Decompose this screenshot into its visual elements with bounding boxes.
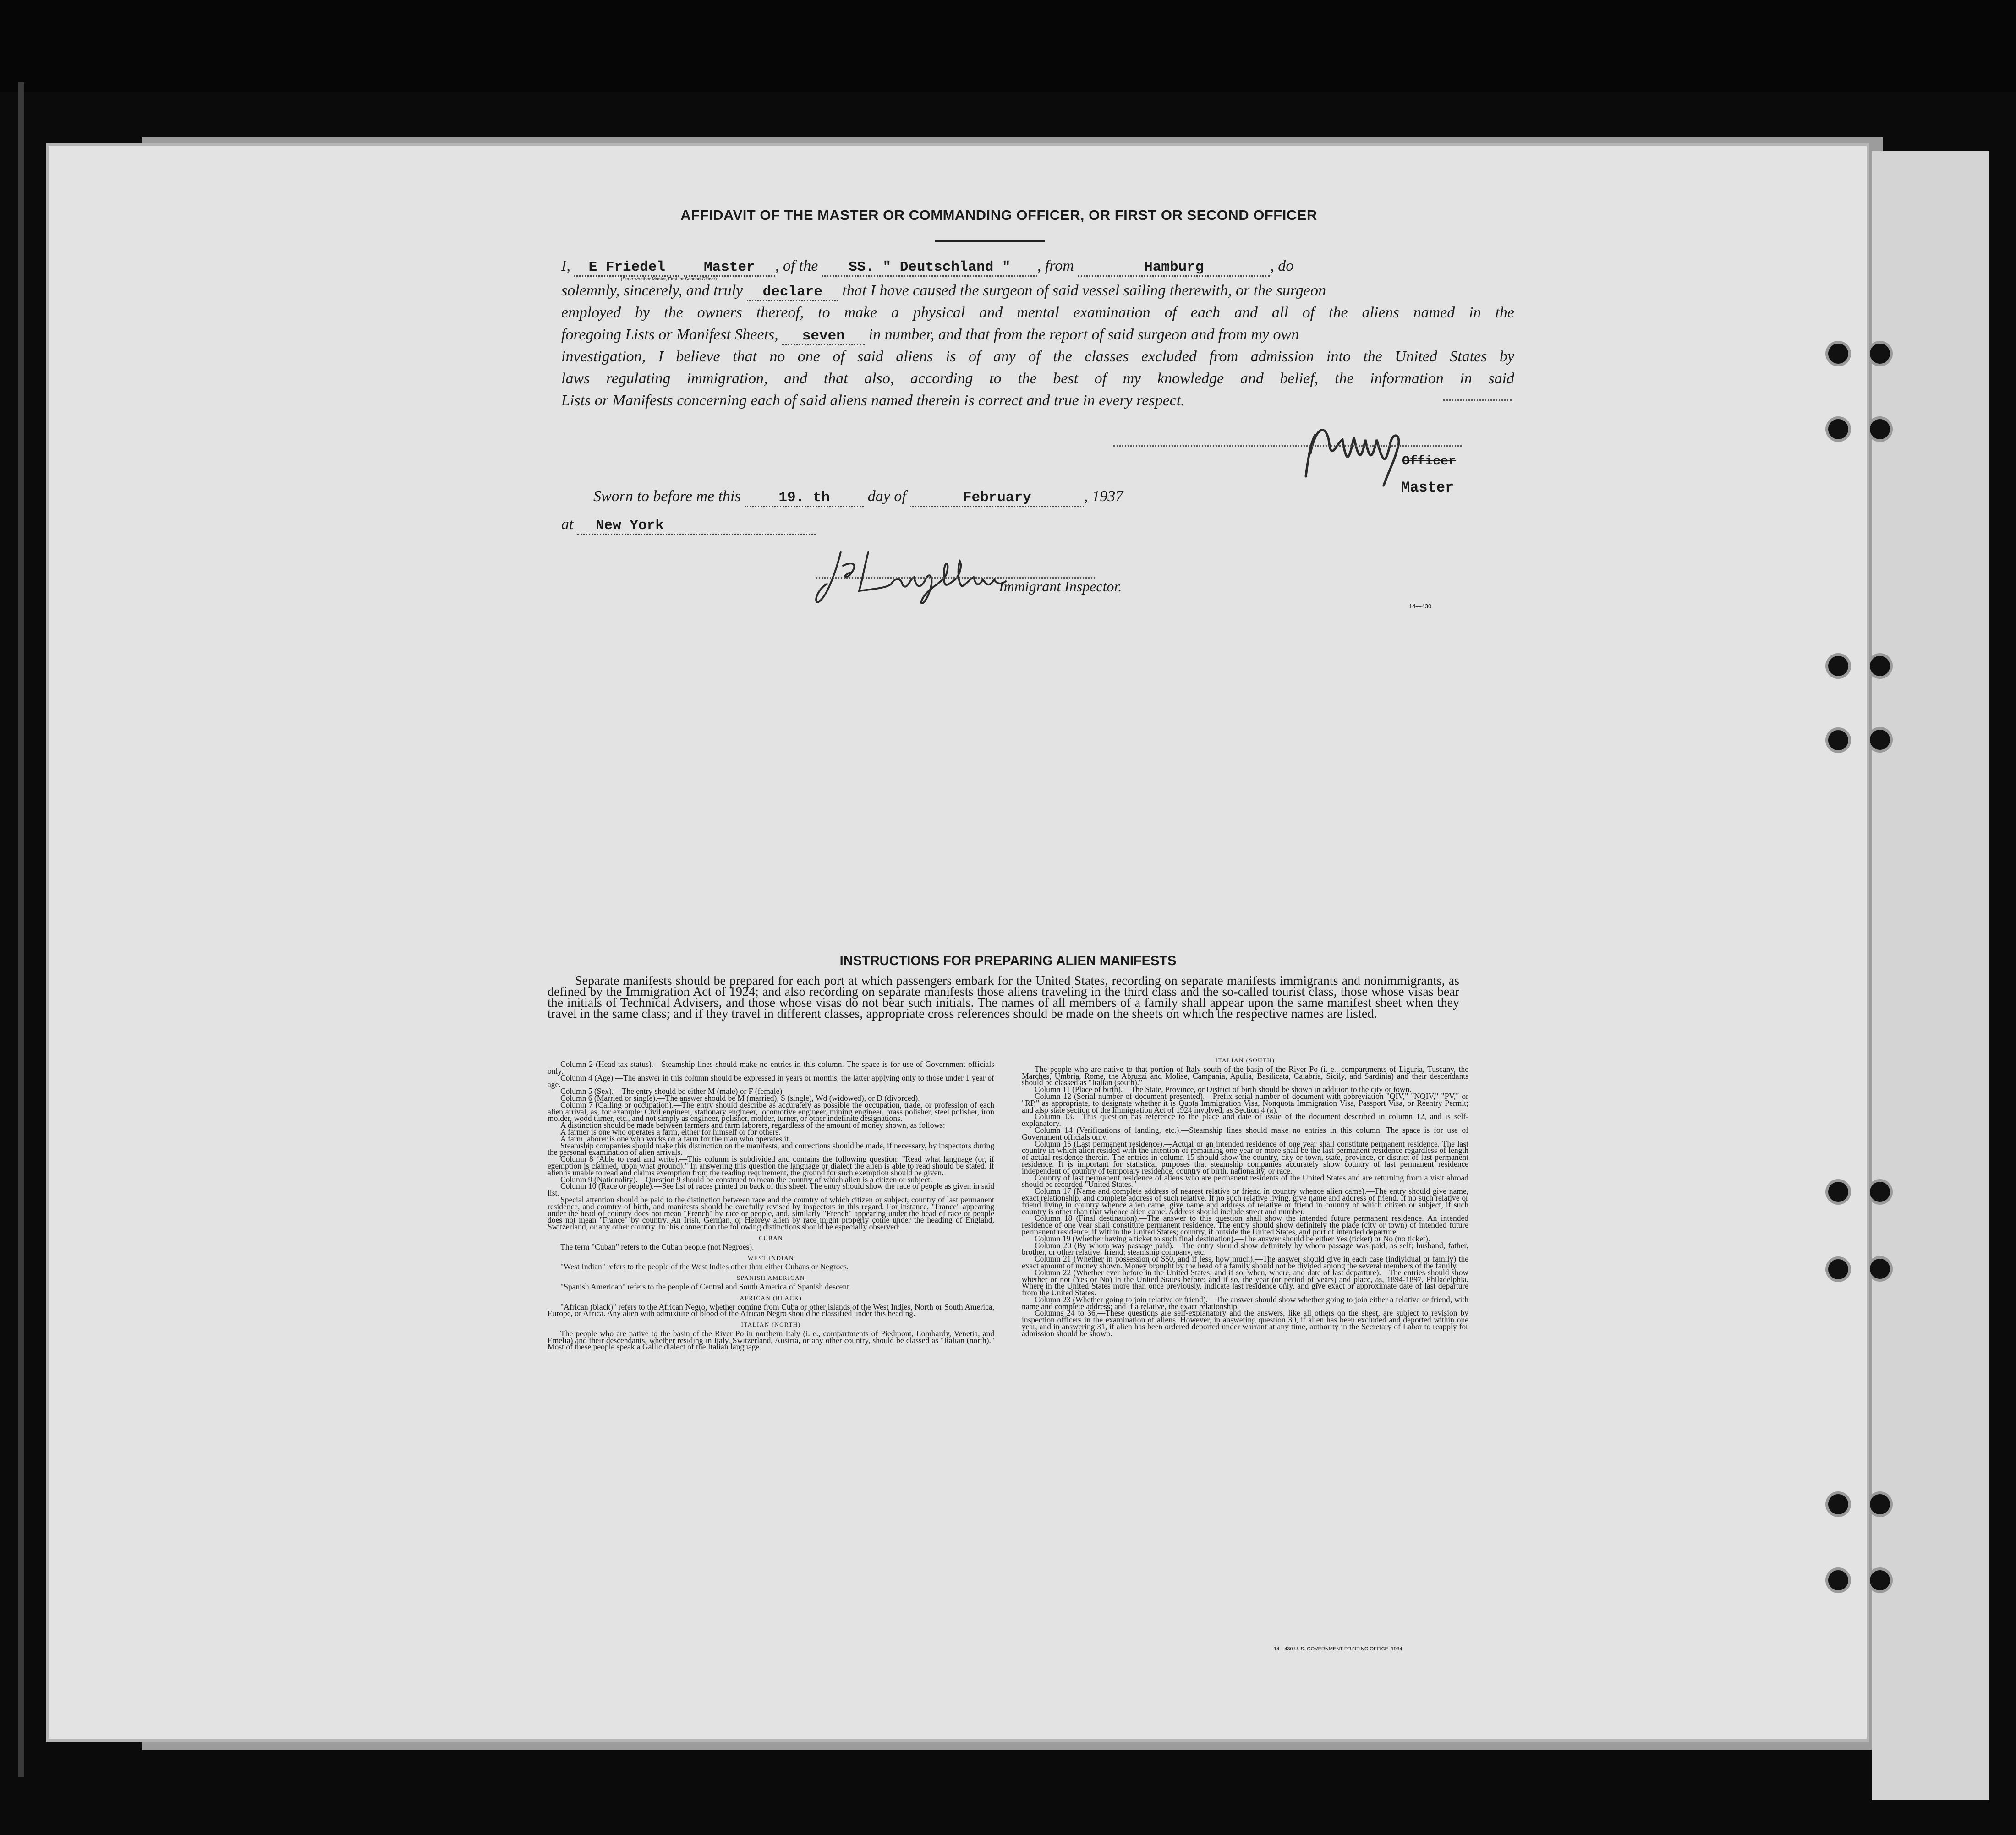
form-number: 14—430 (1409, 603, 1432, 610)
punch-hole-icon (1870, 344, 1890, 364)
punch-hole-icon (1828, 344, 1848, 364)
adjacent-page-edge (1872, 151, 1989, 1800)
instruction-paragraph: Column 11 (Place of birth).—The State, Province, or District of birth should be shown in addition to the city or town. (1035, 1085, 1412, 1094)
instruction-paragraph: Column 8 (Able to read and write).—This column is subdivided and contains the following question: "Read what language (or, if exemption is claimed, upon what ground)." In answering this question the language or dialect the alien is able to read should be stated. If alien is unable to read and claims exemption from the reading requirement, the ground for such exemption should be given. (548, 1154, 994, 1177)
punch-hole-icon (1828, 1259, 1848, 1279)
at-text: at (561, 516, 574, 533)
affidavit-line-7: Lists or Manifests concerning each of said aliens named therein is correct and true in every respect. (561, 392, 1185, 409)
punch-hole-icon (1828, 730, 1848, 750)
section-heading: ITALIAN (NORTH) (741, 1321, 801, 1328)
instruction-paragraph: Column 5 (Sex).—The entry should be either M (male) or F (female). (560, 1087, 784, 1096)
affidavit-line-1 (561, 257, 1514, 277)
line2-post: that I have caused the surgeon of said vessel sailing therewith, or the surgeon (842, 282, 1326, 299)
sworn-pre: Sworn to before me this (593, 488, 741, 505)
section-text: "African (black)" refers to the African Negro, whether coming from Cuba or other islands of the West Indies, North or South America, Europe, or Africa. Any alien with admixture of blood of the African Negro should be classified under this heading. (548, 1302, 994, 1318)
section-heading: WEST INDIAN (747, 1254, 794, 1262)
of-the-text: , of the (775, 257, 818, 274)
officer-name-field: E Friedel (574, 259, 679, 277)
instruction-paragraph: Column 15 (Last permanent residence).—Actual or an intended residence of one year shall constitute permanent residence. The last country in which alien resided with the intention of remaining one year or more shall be the last permanent residence regardless of length of actual residence therein. The entries in column 15 should show the country, city or town, state, province, or district of last permanent residence. It is important for statistical purposes that steamship companies accurately show country of last permanent residence independent of country of temporary residence, country of birth, nationality, or race. (1022, 1139, 1468, 1175)
line4-post: in number, and that from the report of said surgeon and from my own (868, 326, 1299, 343)
title-divider (935, 240, 1045, 242)
instructions-intro: Separate manifests should be prepared for each port at which passengers embark for the United States, recording on separate manifests immigrants and nonimmigrants, as defined by the Immigration Act of 1924; and also recording on separate manifests those aliens traveling in the third class and the so-called tourist class, those whose visas bear the initials of Technical Advisers, and those whose visas do not bear such initials. The names of all members of a family shall appear upon the same manifest sheet when they travel in the same class; and if they travel in different classes, appropriate cross references should be made on the sheets on which the respective names are listed. (548, 974, 1459, 1021)
section-heading: AFRICAN (BLACK) (740, 1294, 802, 1301)
section-text: The term "Cuban" refers to the Cuban people (not Negroes). (560, 1242, 754, 1251)
affidavit-title: AFFIDAVIT OF THE MASTER OR COMMANDING OFFICER, OR FIRST OR SECOND OFFICER (680, 207, 1317, 223)
sworn-line: Sworn to before me this 19. th day of February , 1937 (593, 488, 1235, 507)
line4-pre: foregoing Lists or Manifest Sheets, (561, 326, 778, 343)
punch-hole-icon (1870, 1570, 1890, 1590)
rank-note: (State whether Master, First, or Second Officer) (621, 277, 717, 282)
instruction-paragraph: Column 4 (Age).—The answer in this column should be expressed in years or months, the latter applying only to those under 1 year of age. (548, 1073, 994, 1089)
section-heading: ITALIAN (SOUTH) (1215, 1057, 1275, 1064)
instructions-right-column (1022, 1057, 1468, 1337)
sworn-day-field: 19. th (745, 490, 864, 507)
section-heading: CUBAN (758, 1234, 783, 1241)
instruction-paragraph: Column 21 (Whether in possession of $50, and if less, how much).—The answer should give in each case (individual or family) the exact amount of money shown. Money brought by the head of a family should not be divided among the several members of the family. (1022, 1254, 1468, 1270)
do-text: , do (1270, 257, 1294, 274)
film-border-top (0, 0, 2016, 92)
instruction-paragraph: Column 6 (Married or single).—The answer should be M (married), S (single), Wd (widowed), or D (divorced). (560, 1093, 920, 1103)
section-text: The people who are native to the basin of the River Po in northern Italy (i. e., compartments of Piedmont, Lombardy, Venetia, and Emelia) and their descendants, whether residing in Italy, Switzerland, Austria, or any other country, should be classed as "Italian (north)." Most of these people speak a Gallic dialect of the Italian language. (548, 1328, 994, 1352)
affidavit-line-3: employed by the owners thereof, to make a physical and mental examination of each and all of the aliens named in the (561, 304, 1514, 321)
declare-field: declare (747, 284, 838, 301)
printing-office-footer: 14—430 U. S. GOVERNMENT PRINTING OFFICE: 1934 (1274, 1646, 1402, 1652)
instruction-paragraph: Columns 24 to 36.—These questions are self-explanatory and the answers, like all others on the sheet, are subject to revision by inspection officers in the examination of aliens. However, in answering question 30, if alien has been excluded and deported within one year, and in answering 31, if alien has been ordered deported under warrant at any time, authority in the Secretary of Labor to reapply for admission should be shown. (1022, 1308, 1468, 1338)
affidavit-line-5: investigation, I believe that no one of said aliens is of any of the classes excluded from admission into the United States by (561, 348, 1514, 365)
instruction-paragraph: Column 18 (Final destination).—The answer to this question shall show the intended future permanent residence. An intended residence of one year shall constitute permanent residence. The entry should show definitely the place (city or town) of intended future permanent residence, if within the United States; country, if outside the United States, and port of intended departure. (1022, 1213, 1468, 1236)
line-7-dots (1443, 399, 1512, 401)
affidavit-i: I, (561, 257, 570, 274)
instructions-title: INSTRUCTIONS FOR PREPARING ALIEN MANIFESTS (839, 954, 1177, 968)
affidavit-line-4 (561, 326, 1514, 345)
vessel-name-field: SS. " Deutschland " (822, 259, 1037, 277)
from-text: , from (1037, 257, 1074, 274)
signer-title: Master (1401, 479, 1454, 496)
instruction-paragraph: Column 13.—This question has reference to the place and date of issue of the document described in column 12, and is self-explanatory. (1022, 1112, 1468, 1128)
instruction-paragraph: Column 12 (Serial number of document presented).—Prefix serial number of document with abbreviation "QIV," "NQIV," "PV," or "RP," as appropriate, to designate whether it is Quota Immigration Visa, Nonquota Immigration Visa, Passport Visa, or Reentry Permit; and also state section of the Immigration Act of 1924 involved, as Section 4 (a). (1022, 1091, 1468, 1114)
instructions-left-column (548, 1061, 994, 1350)
sworn-month-field: February (910, 490, 1084, 507)
instruction-paragraph: Column 19 (Whether having a ticket to such final destination).—The answer should be either Yes (ticket) or No (no ticket). (1035, 1234, 1430, 1243)
punch-hole-icon (1828, 1570, 1848, 1590)
inspector-label: Immigrant Inspector. (999, 578, 1122, 595)
line2-pre: solemnly, sincerely, and truly (561, 282, 743, 299)
instruction-paragraph: Special attention should be paid to the distinction between race and the country of which citizen or subject, country of last permanent residence, and country of birth, and manifests should be carefully revised by inspectors in this regard. For instance, "France" appearing under the head of country does not mean "French" by race or people, and, similarly "French" appearing under the head of race or people does not mean "France" by country. An Irish, German, or Hebrew alien by race might properly come under the heading of England, Switzerland, or any other country. In this connection the following distinctions should be especially observed: (548, 1195, 994, 1232)
sworn-place-line (561, 516, 974, 535)
sworn-place-field: New York (577, 518, 816, 535)
section-text: "Spanish American" refers to the people of Central and South America of Spanish descent. (560, 1282, 851, 1291)
section-heading: SPANISH AMERICAN (737, 1274, 805, 1282)
instruction-paragraph: Country of last permanent residence of aliens who are permanent residents of the United States and are returning from a visit abroad should be recorded "United States." (1022, 1173, 1468, 1189)
inspector-signature (809, 534, 1065, 612)
instruction-paragraph: Column 22 (Whether ever before in the United States; and if so, when, where, and date of last departure).—The entries should show whether or not (Yes or No) in the United States before; and if so, the year (or period of years) and place, as, 1894-1897, Philadelphia. Where in the United States more than once previously, indicate last residence only, and give exact or approximate date of last departure from the United States. (1022, 1267, 1468, 1298)
affidavit-line-6: laws regulating immigration, and that also, according to the best of my knowledge and belief, the information in said (561, 370, 1514, 387)
instruction-paragraph: Column 7 (Calling or occupation).—The entry should describe as accurately as possible the occupation, trade, or profession of each alien arrival, as, for example: Civil engineer, stationary engineer, locomotive engineer, mining engineer, brass polisher, steel polisher, iron molder, wood turner, etc., and not simply as engineer, polisher, molder, turner, or other indefinite designations. (548, 1100, 994, 1123)
instruction-paragraph: Column 2 (Head-tax status).—Steamship lines should make no entries in this column. The space is for use of Government officials only. (548, 1059, 994, 1076)
sworn-year: 1937 (1092, 488, 1123, 505)
affidavit-line-2 (561, 282, 1514, 301)
punch-hole-icon (1870, 656, 1890, 676)
punch-hole-icon (1870, 730, 1890, 750)
instruction-paragraph: Column 23 (Whether going to join relative or friend).—The answer should show whether going to join either a relative or friend, with name and complete address; and if a relative, the exact relationship. (1022, 1294, 1468, 1311)
punch-hole-icon (1870, 1494, 1890, 1514)
instruction-paragraph: Column 10 (Race or people).—See list of races printed on back of this sheet. The entry should show the race or people as given in said list. (548, 1181, 994, 1198)
departure-port-field: Hamburg (1078, 259, 1270, 277)
instruction-paragraph: The people who are native to that portion of Italy south of the basin of the River Po (i. e., compartments of Liguria, Tuscany, the Marches, Umbria, Rome, the Abruzzi and Molise, Campania, Apulia, Basilicata, Calabria, Sicily, and Sardinia) and their descendants should be classed as "Italian (south)." (1022, 1064, 1468, 1087)
struck-officer-title: Officer (1402, 454, 1456, 469)
punch-hole-icon (1828, 1182, 1848, 1202)
punch-hole-icon (1828, 419, 1848, 439)
punch-hole-icon (1870, 1182, 1890, 1202)
instruction-paragraph: A farm laborer is one who works on a farm for the man who operates it. (560, 1134, 791, 1143)
instruction-paragraph: Column 20 (By whom was passage paid).—The entry should show definitely by whom passage was paid, as self; husband, father, brother, or other relative; friend; steamship company, etc. (1022, 1240, 1468, 1257)
section-text: "West Indian" refers to the people of the West Indies other than either Cubans or Negroes. (560, 1262, 849, 1272)
punch-hole-icon (1870, 1259, 1890, 1279)
sworn-mid: day of (867, 488, 906, 505)
instruction-paragraph: A distinction should be made between farmers and farm laborers, regardless of the amount of money shown, as follows: (560, 1120, 945, 1130)
instruction-paragraph: Column 17 (Name and complete address of nearest relative or friend in country whence alien came).—The entry should give name, exact relationship, and complete address of such relative. If no such relative living, give name and address of friend. If no such relative or friend living in country whence alien came, give name and address of relative or friend in country of which citizen or subject, if such country is other than that whence alien came. Address should include street and number. (1022, 1186, 1468, 1216)
officer-rank-field: Master (684, 259, 775, 277)
punch-hole-icon (1870, 419, 1890, 439)
instruction-paragraph: Column 14 (Verifications of landing, etc.).—Steamship lines should make no entries in this column. The space is for use of Government officials only. (1022, 1125, 1468, 1141)
punch-hole-icon (1828, 656, 1848, 676)
instruction-paragraph: A farmer is one who operates a farm, either for himself or for others. (560, 1127, 781, 1136)
master-signature-line (1113, 445, 1462, 447)
instruction-paragraph: Steamship companies should make this distinction on the manifests, and corrections should be made, if necessary, by inspectors during the personal examination of alien arrivals. (548, 1141, 994, 1157)
film-edge-strip (18, 82, 24, 1777)
instruction-paragraph: Column 9 (Nationality).—Question 9 should be construed to mean the country of which alien is a citizen or subject. (560, 1174, 932, 1184)
alien-count-field: seven (782, 328, 865, 345)
punch-hole-icon (1828, 1494, 1848, 1514)
